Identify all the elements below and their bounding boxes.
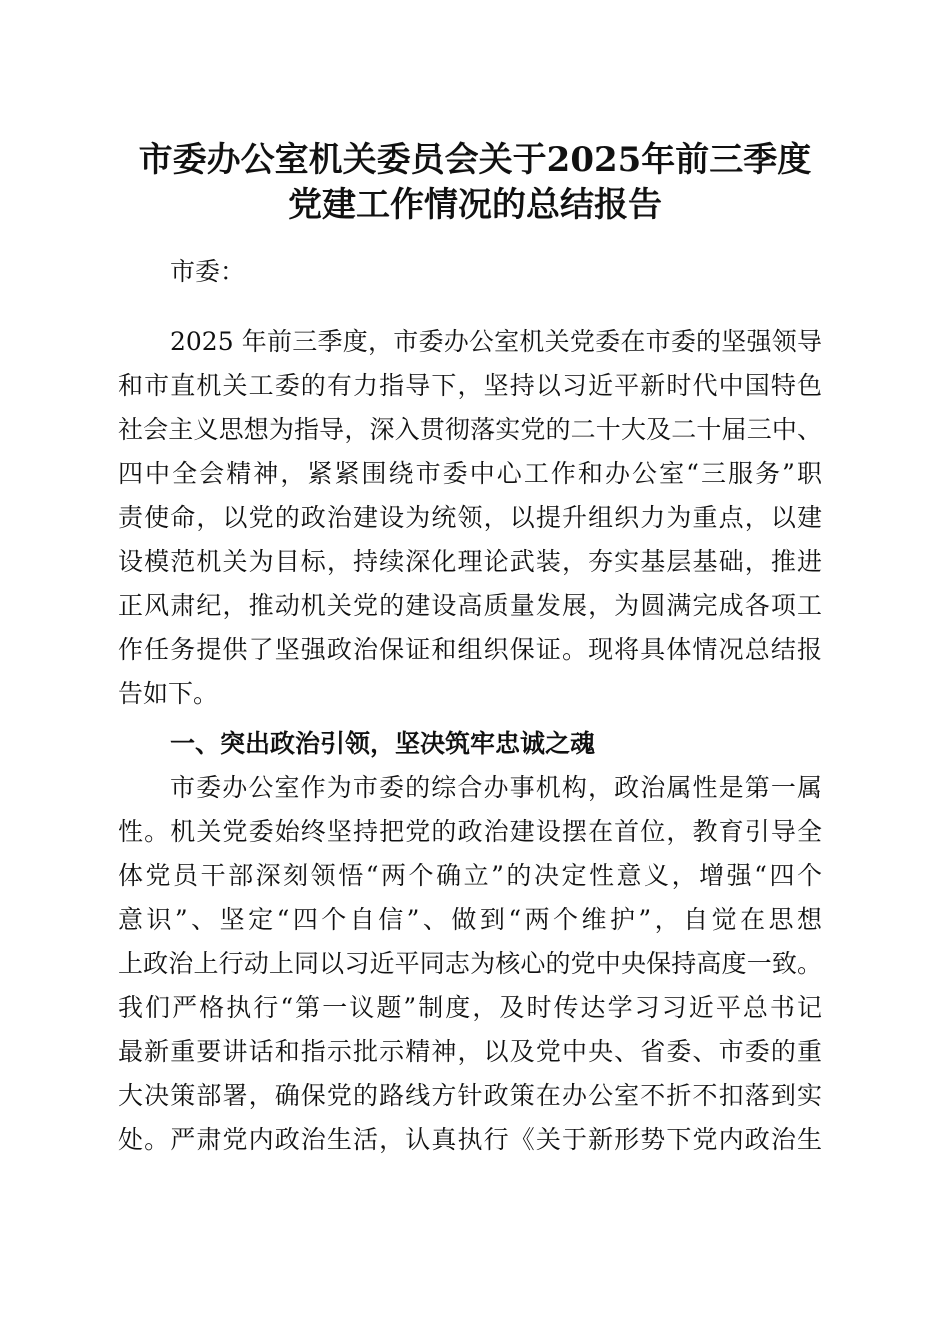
paragraph-line: 最新重要讲话和指示批示精神，以及党中央、省委、市委的重 <box>118 1037 822 1066</box>
section-heading-1: 一、突出政治引领，坚决筑牢忠诚之魂 <box>170 729 596 758</box>
paragraph-line: 体党员干部深刻领悟“两个确立”的决定性意义，增强“四个 <box>118 861 822 890</box>
paragraph-line: 社会主义思想为指导，深入贯彻落实党的二十大及二十届三中、 <box>118 415 822 444</box>
title-line-1: 市委办公室机关委员会关于2025年前三季度 <box>138 140 812 180</box>
paragraph-line: 市委办公室作为市委的综合办事机构，政治属性是第一属 <box>170 773 822 802</box>
paragraph-line: 处。严肃党内政治生活，认真执行《关于新形势下党内政治生 <box>118 1125 822 1154</box>
paragraph-line: 设模范机关为目标，持续深化理论武装，夯实基层基础，推进 <box>118 547 822 576</box>
paragraph-line: 大决策部署，确保党的路线方针政策在办公室不折不扣落到实 <box>118 1081 822 1110</box>
paragraph-line: 告如下。 <box>118 679 219 708</box>
title-line-2: 党建工作情况的总结报告 <box>288 185 662 225</box>
paragraph-line: 和市直机关工委的有力指导下，坚持以习近平新时代中国特色 <box>118 371 822 400</box>
paragraph-line: 意识”、坚定“四个自信”、做到“两个维护”，自觉在思想 <box>118 905 822 934</box>
paragraph-line: 责使命，以党的政治建设为统领，以提升组织力为重点，以建 <box>118 503 822 532</box>
paragraph-line: 四中全会精神，紧紧围绕市委中心工作和办公室“三服务”职 <box>118 459 822 488</box>
paragraph-line: 正风肃纪，推动机关党的建设高质量发展，为圆满完成各项工 <box>118 591 822 620</box>
salutation: 市委： <box>170 257 246 286</box>
paragraph-line: 性。机关党委始终坚持把党的政治建设摆在首位，教育引导全 <box>118 817 822 846</box>
paragraph-line: 2025 年前三季度，市委办公室机关党委在市委的坚强领导 <box>170 327 822 356</box>
paragraph-line: 我们严格执行“第一议题”制度，及时传达学习习近平总书记 <box>118 993 822 1022</box>
paragraph-line: 作任务提供了坚强政治保证和组织保证。现将具体情况总结报 <box>118 635 822 664</box>
paragraph-line: 上政治上行动上同以习近平同志为核心的党中央保持高度一致。 <box>118 949 822 978</box>
